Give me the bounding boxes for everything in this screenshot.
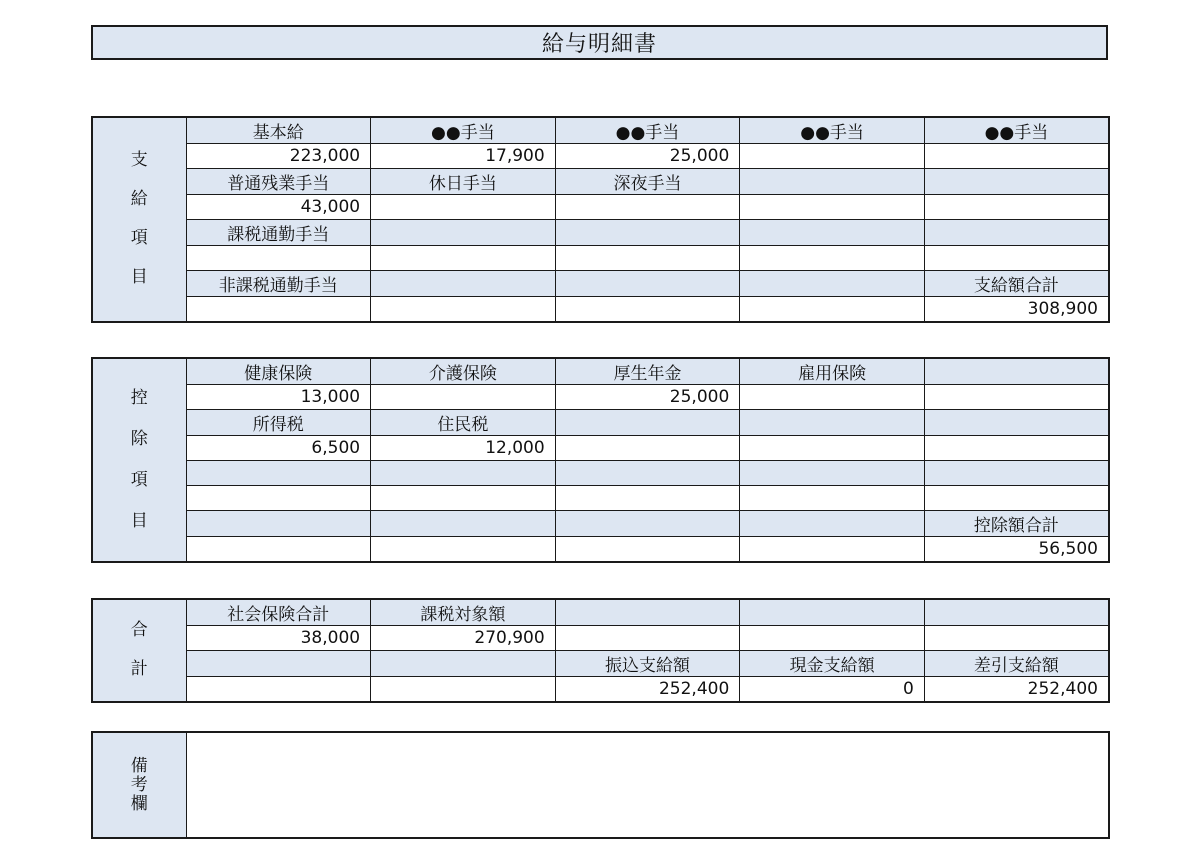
- deductions-item-value[interactable]: [555, 486, 740, 511]
- totals-item-label: [371, 651, 556, 677]
- totals-item-label: 差引支給額: [924, 651, 1109, 677]
- payments-item-value[interactable]: [740, 246, 925, 271]
- payments-item-value[interactable]: [371, 246, 556, 271]
- totals-item-value[interactable]: 270,900: [371, 626, 556, 651]
- deductions-item-label: [740, 461, 925, 486]
- deductions-item-label: [924, 410, 1109, 436]
- payments-item-value[interactable]: [555, 195, 740, 220]
- totals-label-row: [92, 651, 1109, 677]
- deductions-label-row: [92, 461, 1109, 486]
- payments-item-value[interactable]: [924, 195, 1109, 220]
- totals-item-label: 振込支給額: [555, 651, 740, 677]
- totals-item-value[interactable]: [555, 626, 740, 651]
- deductions-item-label: [555, 461, 740, 486]
- payments-side-label: [92, 117, 186, 322]
- deductions-item-value[interactable]: [371, 486, 556, 511]
- payments-item-label: 普通残業手当: [186, 169, 371, 195]
- payments-label-row: [92, 169, 1109, 195]
- totals-item-value[interactable]: [924, 626, 1109, 651]
- document-title: [91, 25, 1108, 60]
- payments-item-value[interactable]: [186, 246, 371, 271]
- deductions-item-value[interactable]: 25,000: [555, 385, 740, 410]
- payments-item-value[interactable]: [740, 144, 925, 169]
- deductions-item-value[interactable]: [740, 537, 925, 562]
- payments-item-value[interactable]: [371, 297, 556, 322]
- deductions-item-label: 住民税: [371, 410, 556, 436]
- deductions-item-label: [186, 461, 371, 486]
- payments-item-value[interactable]: 17,900: [371, 144, 556, 169]
- side-char: 項: [130, 228, 148, 249]
- deductions-item-label: [371, 461, 556, 486]
- payments-item-value[interactable]: 223,000: [186, 144, 371, 169]
- deductions-item-value[interactable]: [186, 486, 371, 511]
- totals-item-label: [924, 599, 1109, 626]
- side-char: 欄: [130, 793, 148, 814]
- payments-item-value[interactable]: [740, 195, 925, 220]
- deductions-item-label: 介護保険: [371, 358, 556, 385]
- payments-item-value[interactable]: [924, 144, 1109, 169]
- deductions-item-label: [555, 410, 740, 436]
- deductions-label-row: [92, 410, 1109, 436]
- payments-item-label: ●●手当: [371, 117, 556, 144]
- totals-item-label: [740, 599, 925, 626]
- payments-label-row: [92, 117, 1109, 144]
- payments-item-label: ●●手当: [555, 117, 740, 144]
- totals-item-value[interactable]: [186, 677, 371, 702]
- deductions-body: [92, 358, 1109, 562]
- side-char: 考: [130, 774, 148, 795]
- deductions-item-value[interactable]: [371, 537, 556, 562]
- payments-item-label: [555, 271, 740, 297]
- totals-section: [91, 598, 1110, 703]
- totals-item-value[interactable]: [371, 677, 556, 702]
- totals-item-value[interactable]: 38,000: [186, 626, 371, 651]
- deductions-label-row: [92, 358, 1109, 385]
- totals-item-value[interactable]: 252,400: [924, 677, 1109, 702]
- payments-item-label: 支給額合計: [924, 271, 1109, 297]
- side-char: 項: [130, 469, 148, 490]
- deductions-value-row: [92, 385, 1109, 410]
- side-char: 目: [130, 510, 148, 531]
- payments-item-label: [924, 220, 1109, 246]
- deductions-label-row: [92, 511, 1109, 537]
- side-char: 控: [130, 387, 148, 408]
- totals-item-label: [186, 651, 371, 677]
- totals-body: [92, 599, 1109, 702]
- payments-value-row: [92, 144, 1109, 169]
- payments-section: [91, 116, 1110, 323]
- deductions-item-value[interactable]: [371, 385, 556, 410]
- payments-item-value[interactable]: 25,000: [555, 144, 740, 169]
- deductions-item-label: [924, 461, 1109, 486]
- side-char: 目: [130, 267, 148, 288]
- payments-item-value[interactable]: [371, 195, 556, 220]
- remarks-side-label: [92, 732, 186, 838]
- title-text: 給与明細書: [541, 32, 657, 57]
- side-char: 除: [130, 428, 148, 449]
- deductions-value-row: [92, 486, 1109, 511]
- side-char: 計: [130, 659, 148, 680]
- side-char: 備: [130, 755, 148, 776]
- deductions-item-value[interactable]: 13,000: [186, 385, 371, 410]
- deductions-item-label: [740, 410, 925, 436]
- payments-item-value[interactable]: 308,900: [924, 297, 1109, 322]
- payments-item-value[interactable]: [924, 246, 1109, 271]
- deductions-item-value[interactable]: [740, 385, 925, 410]
- deductions-item-label: [740, 511, 925, 537]
- payments-item-value[interactable]: [186, 297, 371, 322]
- deductions-item-value[interactable]: [924, 385, 1109, 410]
- payments-item-label: ●●手当: [924, 117, 1109, 144]
- payments-value-row: [92, 297, 1109, 322]
- payments-item-label: 非課税通勤手当: [186, 271, 371, 297]
- deductions-item-value[interactable]: [186, 537, 371, 562]
- payments-item-label: [924, 169, 1109, 195]
- payments-item-label: [371, 271, 556, 297]
- deductions-item-value[interactable]: [740, 486, 925, 511]
- payments-item-value[interactable]: 43,000: [186, 195, 371, 220]
- totals-value-row: [92, 626, 1109, 651]
- deductions-item-value[interactable]: [924, 436, 1109, 461]
- payments-item-label: [740, 220, 925, 246]
- deductions-item-value[interactable]: [740, 436, 925, 461]
- totals-item-value[interactable]: 252,400: [555, 677, 740, 702]
- totals-value-row: [92, 677, 1109, 702]
- remarks-section: [91, 731, 1110, 839]
- side-char: 合: [130, 620, 148, 641]
- deductions-item-value[interactable]: [555, 537, 740, 562]
- deductions-item-label: 控除額合計: [924, 511, 1109, 537]
- deductions-item-value[interactable]: [924, 486, 1109, 511]
- deductions-item-label: [555, 511, 740, 537]
- payments-label-row: [92, 271, 1109, 297]
- payments-item-label: 課税通勤手当: [186, 220, 371, 246]
- payments-item-value[interactable]: [555, 297, 740, 322]
- totals-item-value[interactable]: 0: [740, 677, 925, 702]
- payments-item-label: [371, 220, 556, 246]
- payments-value-row: [92, 246, 1109, 271]
- side-char: 給: [130, 189, 148, 210]
- totals-label-row: [92, 599, 1109, 626]
- totals-item-value[interactable]: [740, 626, 925, 651]
- payments-item-label: 深夜手当: [555, 169, 740, 195]
- payments-item-label: 休日手当: [371, 169, 556, 195]
- remarks-field[interactable]: [186, 732, 1109, 838]
- side-char: 支: [130, 150, 148, 171]
- payments-item-label: [740, 169, 925, 195]
- deductions-value-row: [92, 537, 1109, 562]
- deductions-item-label: 厚生年金: [555, 358, 740, 385]
- payments-body: [92, 117, 1109, 322]
- payments-item-value[interactable]: [740, 297, 925, 322]
- deductions-value-row: [92, 436, 1109, 461]
- deductions-item-label: 健康保険: [186, 358, 371, 385]
- payments-value-row: [92, 195, 1109, 220]
- totals-side-label: [92, 599, 186, 702]
- payments-item-value[interactable]: [555, 246, 740, 271]
- deductions-item-label: [924, 358, 1109, 385]
- payments-label-row: [92, 220, 1109, 246]
- payments-item-label: [555, 220, 740, 246]
- deductions-section: [91, 357, 1110, 563]
- deductions-item-label: 所得税: [186, 410, 371, 436]
- deductions-side-label: [92, 358, 186, 562]
- payments-item-label: [740, 271, 925, 297]
- deductions-item-value[interactable]: 56,500: [924, 537, 1109, 562]
- deductions-item-label: [371, 511, 556, 537]
- deductions-item-label: [186, 511, 371, 537]
- deductions-item-value[interactable]: 6,500: [186, 436, 371, 461]
- deductions-item-value[interactable]: [555, 436, 740, 461]
- payments-item-label: ●●手当: [740, 117, 925, 144]
- totals-item-label: 課税対象額: [371, 599, 556, 626]
- deductions-item-value[interactable]: 12,000: [371, 436, 556, 461]
- totals-item-label: 現金支給額: [740, 651, 925, 677]
- payments-item-label: 基本給: [186, 117, 371, 144]
- deductions-item-label: 雇用保険: [740, 358, 925, 385]
- totals-item-label: 社会保険合計: [186, 599, 371, 626]
- totals-item-label: [555, 599, 740, 626]
